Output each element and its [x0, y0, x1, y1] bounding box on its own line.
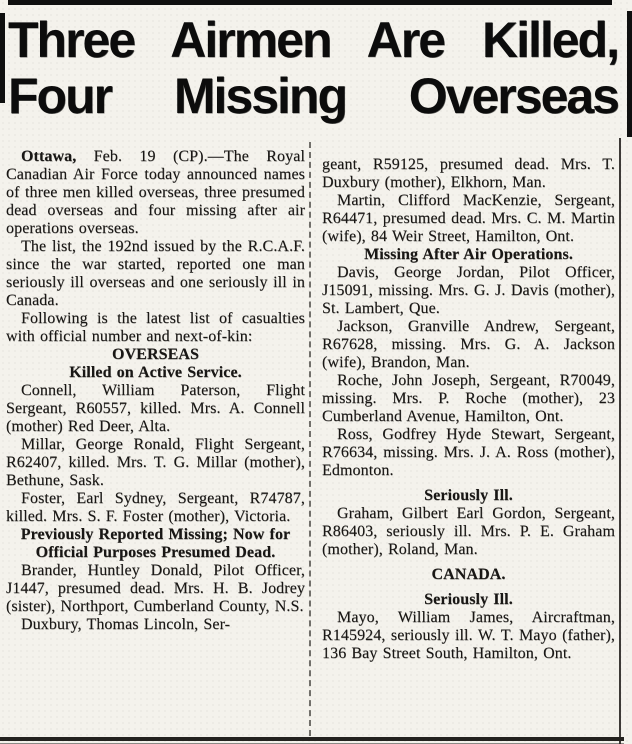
section-heading-canada: CANADA. — [431, 566, 506, 583]
casualty-entry-connell: Connell, William Paterson, Flight Sergeant, R60557, killed. Mrs. A. Connell (mother) Red Deer, Alta. — [6, 382, 305, 435]
article-paragraph: Following is the latest list of casualties with official number and next-of-kin: — [6, 310, 305, 345]
column-divider-rule — [309, 142, 311, 736]
dateline-paragraph — [6, 148, 305, 238]
casualty-entry-duxbury-continued: geant, R59125, presumed dead. Mrs. T. Duxbury (mother), Elkhorn, Man. — [322, 156, 615, 191]
article-paragraph: The list, the 192nd issued by the R.C.A.F. since the war started, reported one man seriously ill overseas and one seriously ill in Canada. — [6, 238, 305, 309]
casualty-entry-jackson: Jackson, Granville Andrew, Sergeant, R67628, missing. Mrs. G. A. Jackson (wife), Brandon, Man. — [322, 318, 615, 371]
dateline-city: Ottawa, — [21, 148, 77, 165]
headline-line-2: Four Missing Overseas — [8, 68, 618, 124]
section-heading-missing: Missing After Air Operations. — [364, 246, 573, 263]
casualty-entry-ross: Ross, Godfrey Hyde Stewart, Sergeant, R76634, missing. Mrs. J. A. Ross (mother), Edmonton. — [322, 426, 615, 479]
section-heading-overseas: OVERSEAS — [111, 346, 200, 363]
column-left — [6, 148, 305, 634]
top-border-rule — [8, 0, 612, 5]
casualty-entry-roche: Roche, John Joseph, Sergeant, R70049, missing. Mrs. P. Roche (mother), 23 Cumberland Avenue, Hamilton, Ont. — [322, 372, 615, 425]
casualty-entry-brander: Brander, Huntley Donald, Pilot Officer, J1447, presumed dead. Mrs. H. B. Jodrey (sister), Northport, Cumberland County, N.S. — [6, 562, 305, 615]
section-heading-presumed-dead: Previously Reported Missing; Now for Official Purposes Presumed Dead. — [20, 526, 291, 561]
section-heading-seriously-ill-overseas: Seriously Ill. — [424, 487, 513, 504]
headline-line-1: Three Airmen Are Killed, — [8, 12, 618, 68]
section-heading-killed: Killed on Active Service. — [69, 364, 242, 381]
left-edge-rule — [0, 13, 5, 103]
casualty-entry-millar: Millar, George Ronald, Flight Sergeant, R62407, killed. Mrs. T. G. Millar (mother), Bethune, Sask. — [6, 436, 305, 489]
casualty-entry-davis: Davis, George Jordan, Pilot Officer, J15091, missing. Mrs. G. J. Davis (mother), St. Lambert, Que. — [322, 264, 615, 317]
column-right — [322, 148, 615, 663]
section-heading-seriously-ill-canada: Seriously Ill. — [424, 591, 513, 608]
article-body — [0, 142, 632, 736]
bottom-border-rule — [0, 737, 624, 741]
right-edge-top-rule — [627, 11, 632, 137]
headline — [8, 12, 618, 124]
casualty-entry-foster: Foster, Earl Sydney, Sergeant, R74787, killed. Mrs. S. F. Foster (mother), Victoria. — [6, 490, 305, 525]
right-column-rule — [619, 138, 621, 744]
dateline-text: Feb. 19 (CP).—The Royal Canadian Air Force today announced names of three men killed overseas, three presumed dead overseas and four missing after air operations overseas. — [6, 148, 305, 237]
casualty-entry-duxbury-start: Duxbury, Thomas Lincoln, Ser- — [21, 616, 231, 633]
casualty-entry-mayo: Mayo, William James, Aircraftman, R145924, seriously ill. W. T. Mayo (father), 136 Bay Street South, Hamilton, Ont. — [322, 609, 615, 662]
casualty-entry-graham: Graham, Gilbert Earl Gordon, Sergeant, R86403, seriously ill. Mrs. P. E. Graham (mother), Roland, Man. — [322, 505, 615, 558]
casualty-entry-martin: Martin, Clifford MacKenzie, Sergeant, R64471, presumed dead. Mrs. C. M. Martin (wife), 84 Weir Street, Hamilton, Ont. — [322, 192, 615, 245]
